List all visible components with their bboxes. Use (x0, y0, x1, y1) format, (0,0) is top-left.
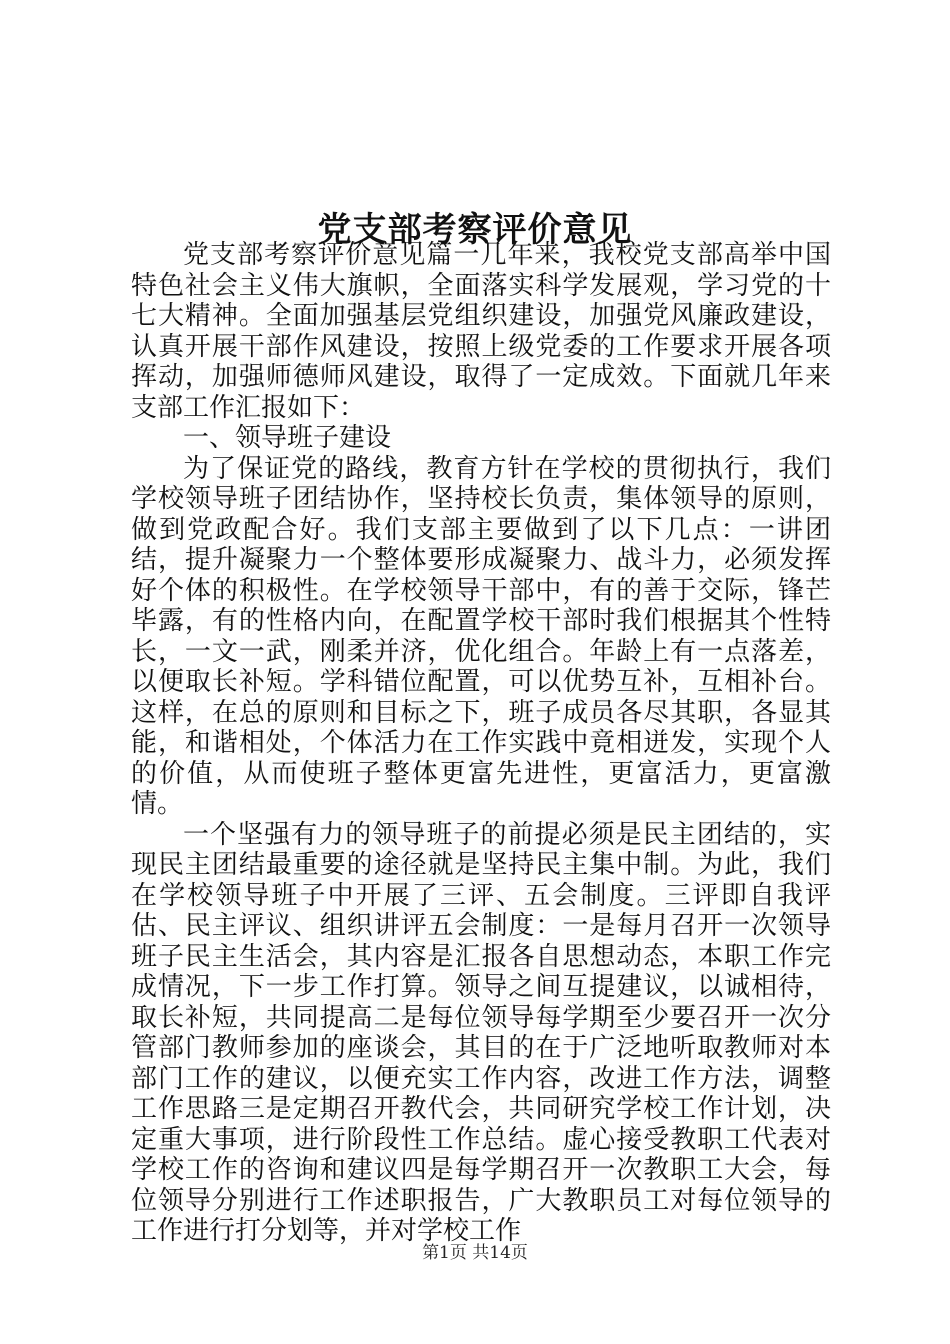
paragraph-intro: 党支部考察评价意见篇一几年来，我校党支部高举中国特色社会主义伟大旗帜，全面落实科学发展观，学习党的十七大精神。全面加强基层党组织建设，加强党风廉政建设，认真开展干部作风建设，按照上级党委的工作要求开展各项挥动，加强师德师风建设，取得了一定成效。下面就几年来支部工作汇报如下： (131, 240, 831, 423)
document-body (131, 240, 831, 1247)
paragraph-leadership-unity: 为了保证党的路线，教育方针在学校的贯彻执行，我们学校领导班子团结协作，坚持校长负责，集体领导的原则，做到党政配合好。我们支部主要做到了以下几点：一讲团结，提升凝聚力一个整体要形成凝聚力、战斗力，必须发挥好个体的积极性。在学校领导干部中，有的善于交际，锋芒毕露，有的性格内向，在配置学校干部时我们根据其个性特长，一文一武，刚柔并济，优化组合。年龄上有一点落差，以便取长补短。学科错位配置，可以优势互补，互相补台。这样，在总的原则和目标之下，班子成员各尽其职，各显其能，和谐相处，个体活力在工作实践中竟相迸发，实现个人的价值，从而使班子整体更富先进性，更富活力，更富激情。 (131, 453, 831, 819)
page-number-footer: 第1页 共14页 (422, 1243, 528, 1263)
section-heading-leadership: 一、领导班子建设 (183, 423, 392, 453)
paragraph-democratic-centralism: 一个坚强有力的领导班子的前提必须是民主团结的，实现民主团结最重要的途径就是坚持民主集中制。为此，我们在学校领导班子中开展了三评、五会制度。三评即自我评估、民主评议、组织讲评五会制度：一是每月召开一次领导班子民主生活会，其内容是汇报各自思想动态，本职工作完成情况，下一步工作打算。领导之间互提建议，以诚相待，取长补短，共同提高二是每位领导每学期至少要召开一次分管部门教师参加的座谈会，其目的在于广泛地听取教师对本部门工作的建议，以便充实工作内容，改进工作方法，调整工作思路三是定期召开教代会，共同研究学校工作计划，决定重大事项，进行阶段性工作总结。虚心接受教职工代表对学校工作的咨询和建议四是每学期召开一次教职工大会，每位领导分别进行工作述职报告，广大教职员工对每位领导的工作进行打分划等，并对学校工作 (131, 819, 831, 1246)
document-title: 党支部考察评价意见 (317, 209, 633, 250)
